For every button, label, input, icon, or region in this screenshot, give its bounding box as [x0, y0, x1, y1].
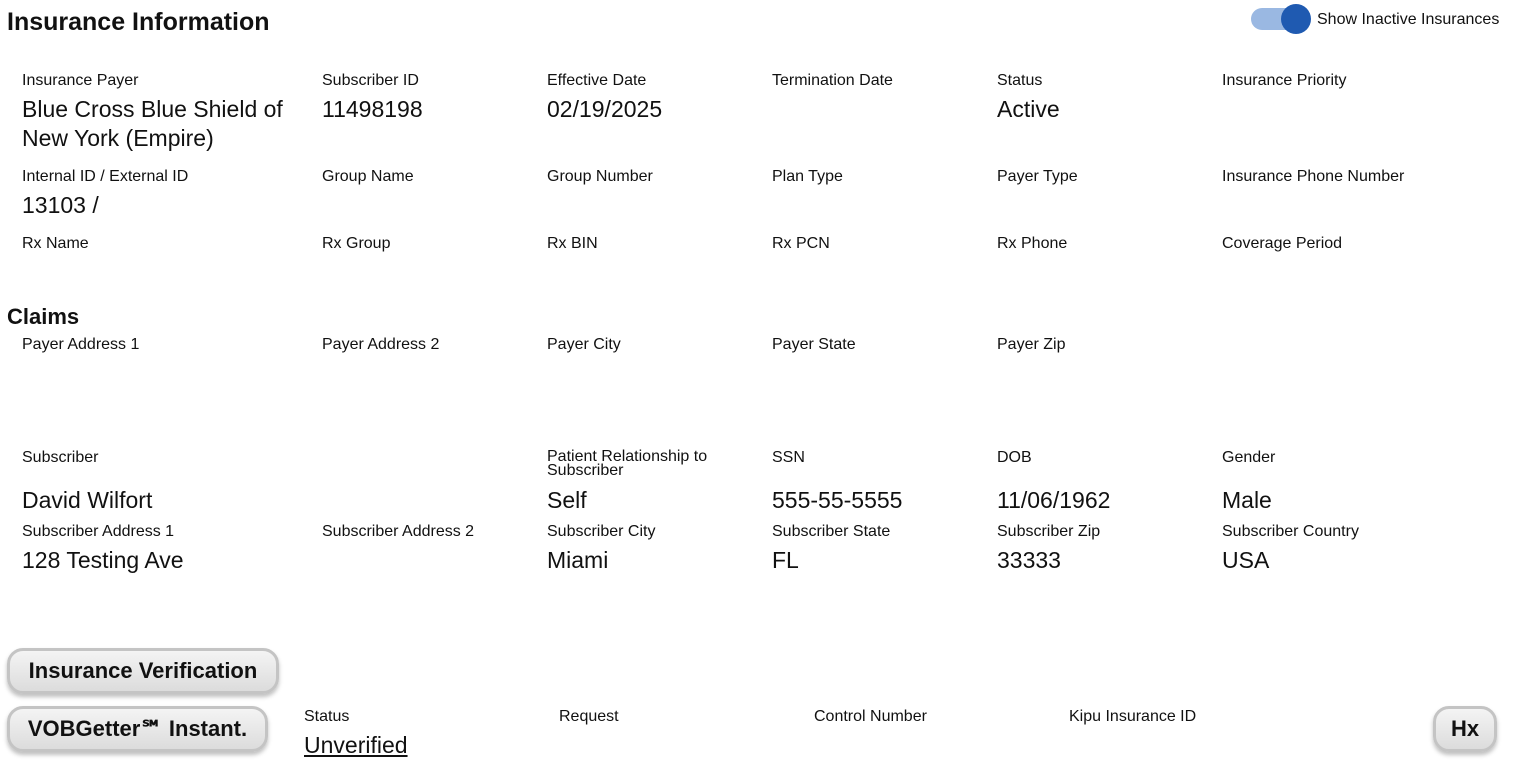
claims-title: Claims — [7, 304, 80, 329]
relationship-label-line1: Patient Relationship to — [547, 448, 708, 465]
ssn-label: SSN — [772, 449, 805, 466]
relationship-label-line2: Subscriber — [547, 462, 624, 479]
rx-bin-label: Rx BIN — [547, 235, 598, 252]
group-name-label: Group Name — [322, 168, 414, 185]
insurance-priority-label: Insurance Priority — [1222, 72, 1347, 89]
subscriber-address1-value: 128 Testing Ave — [22, 547, 184, 573]
request-label: Request — [559, 708, 619, 725]
effective-date-label: Effective Date — [547, 72, 647, 89]
toggle-knob[interactable] — [1281, 4, 1311, 34]
verification-status-label: Status — [304, 708, 350, 725]
insurance-phone-label: Insurance Phone Number — [1222, 168, 1405, 185]
toggle-label: Show Inactive Insurances — [1317, 11, 1500, 28]
status-value: Active — [997, 96, 1060, 122]
subscriber-city-label: Subscriber City — [547, 523, 656, 540]
subscriber-id-label: Subscriber ID — [322, 72, 419, 89]
page-title: Insurance Information — [7, 8, 270, 36]
rx-pcn-label: Rx PCN — [772, 235, 830, 252]
verification-status-link[interactable]: Unverified — [304, 732, 408, 758]
status-label: Status — [997, 72, 1043, 89]
dob-value: 11/06/1962 — [997, 487, 1111, 513]
payer-state-label: Payer State — [772, 336, 856, 353]
subscriber-id-value: 11498198 — [322, 96, 423, 122]
subscriber-state-value: FL — [772, 547, 799, 573]
internal-external-id-value: 13103 / — [22, 192, 99, 218]
subscriber-zip-value: 33333 — [997, 547, 1061, 573]
control-number-label: Control Number — [814, 708, 927, 725]
coverage-period-label: Coverage Period — [1222, 235, 1343, 252]
insurance-payer-value-line1: Blue Cross Blue Shield of — [22, 96, 283, 122]
subscriber-state-label: Subscriber State — [772, 523, 891, 540]
plan-type-label: Plan Type — [772, 168, 843, 185]
rx-phone-label: Rx Phone — [997, 235, 1068, 252]
insurance-payer-label: Insurance Payer — [22, 72, 139, 89]
subscriber-city-value: Miami — [547, 547, 609, 573]
effective-date-value: 02/19/2025 — [547, 96, 663, 122]
termination-date-label: Termination Date — [772, 72, 893, 89]
payer-city-label: Payer City — [547, 336, 621, 353]
subscriber-country-label: Subscriber Country — [1222, 523, 1359, 540]
gender-label: Gender — [1222, 449, 1276, 466]
gender-value: Male — [1222, 487, 1272, 513]
rx-name-label: Rx Name — [22, 235, 89, 252]
payer-address2-label: Payer Address 2 — [322, 336, 440, 353]
payer-type-label: Payer Type — [997, 168, 1078, 185]
subscriber-zip-label: Subscriber Zip — [997, 523, 1101, 540]
rx-group-label: Rx Group — [322, 235, 391, 252]
subscriber-address1-label: Subscriber Address 1 — [22, 523, 175, 540]
insurance-verification-button[interactable]: Insurance Verification — [7, 648, 279, 694]
internal-external-id-label: Internal ID / External ID — [22, 168, 189, 185]
payer-address1-label: Payer Address 1 — [22, 336, 140, 353]
subscriber-value: David Wilfort — [22, 487, 153, 513]
group-number-label: Group Number — [547, 168, 653, 185]
subscriber-country-value: USA — [1222, 547, 1270, 573]
relationship-value: Self — [547, 487, 587, 513]
subscriber-address2-label: Subscriber Address 2 — [322, 523, 475, 540]
payer-zip-label: Payer Zip — [997, 336, 1066, 353]
subscriber-label: Subscriber — [22, 449, 99, 466]
ssn-value: 555-55-5555 — [772, 487, 903, 513]
insurance-payer-value-line2: New York (Empire) — [22, 125, 214, 151]
dob-label: DOB — [997, 449, 1032, 466]
vobgetter-instant-button[interactable]: VOBGetter℠ Instant. — [7, 706, 268, 752]
kipu-insurance-id-label: Kipu Insurance ID — [1069, 708, 1197, 725]
hx-button[interactable]: Hx — [1433, 706, 1497, 752]
